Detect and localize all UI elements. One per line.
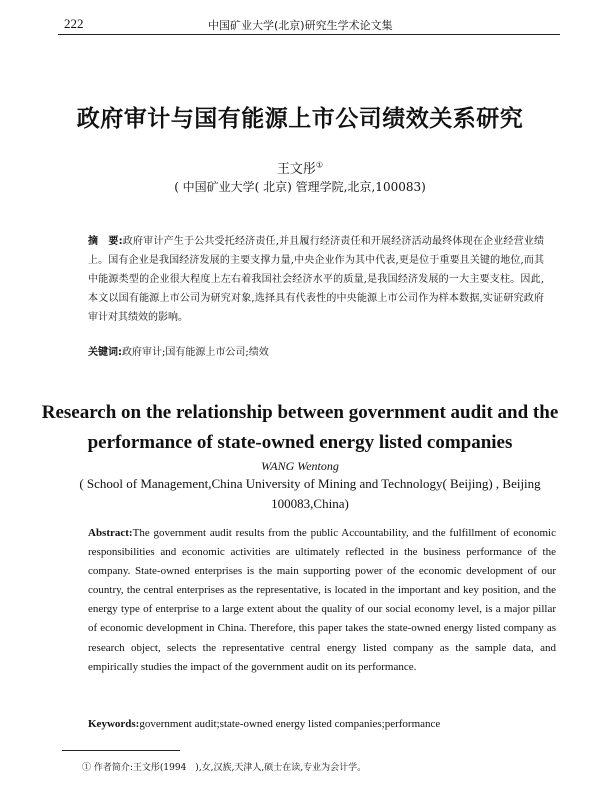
chinese-keywords: [88, 343, 544, 358]
english-keywords-text: government audit;state-owned energy listed companies;performance: [139, 718, 441, 730]
english-abstract-label: Abstract:: [88, 527, 133, 539]
chinese-abstract-text: 政府审计产生于公共受托经济责任,并且履行经济责任和开展经济活动最终体现在企业经营业绩上。国有企业是我国经济发展的主要支撑力量,中央企业作为其中代表,更是位于重要且关键的地位,而其中能源类型的企业很大程度上左右着我国社会经济水平的质量,是我国经济发展的一大主要支柱。因此,本文以国有能源上市公司为研究对象,选择具有代表性的中央能源上市公司作为样本数据,实证研究政府审计对其绩效的影响。: [88, 236, 544, 323]
english-keywords-label: Keywords:: [88, 718, 140, 730]
english-abstract: [88, 524, 556, 677]
chinese-keywords-label: 关键词:: [88, 347, 122, 358]
page-number: 222: [64, 16, 84, 31]
english-abstract-text: The government audit results from the public Accountability, and the fulfillment of economic responsibilities and economic activities are ultimately reflected in the business performance of the company. State-owned enterprises is the main supporting power of the economic development of our country, the central enterprises as the representative, is located in the important and key position, and the energy type of enterprise to a large extent about the quality of our social economy level, is a major pillar of economic development in China. Therefore, this paper takes the state-owned energy listed company as research object, selects the representative central energy listed company as the sample data, and empirically studies the impact of the government audit on its performance.: [88, 527, 556, 673]
chinese-author-name: 王文彤: [276, 162, 316, 177]
english-keywords: [88, 718, 556, 730]
chinese-affiliation: ( 中国矿业大学( 北京) 管理学院,北京,100083): [174, 180, 426, 194]
chinese-keywords-text: 政府审计;国有能源上市公司;绩效: [122, 347, 269, 358]
author-footnote-mark: ①: [315, 160, 324, 170]
english-title: Research on the relationship between government audit and the performance of state-owned energy listed companies: [41, 402, 559, 453]
chinese-abstract-label: 摘 要:: [88, 236, 123, 247]
footnote-divider: [62, 750, 180, 751]
running-header: [58, 16, 560, 35]
chinese-author: [0, 158, 600, 177]
chinese-abstract: [88, 232, 544, 327]
author-footnote: ① 作者简介:王文彤(1994 ),女,汉族,天津人,硕士在读,专业为会计学。: [82, 763, 367, 773]
english-author: WANG Wentong: [261, 459, 339, 473]
chinese-title: 政府审计与国有能源上市公司绩效关系研究: [76, 106, 524, 132]
english-affiliation: ( School of Management,China University of Mining and Technology( Beijing) , Beijing 100083,China): [79, 476, 541, 511]
journal-title: 中国矿业大学(北京)研究生学术论文集: [208, 19, 393, 32]
